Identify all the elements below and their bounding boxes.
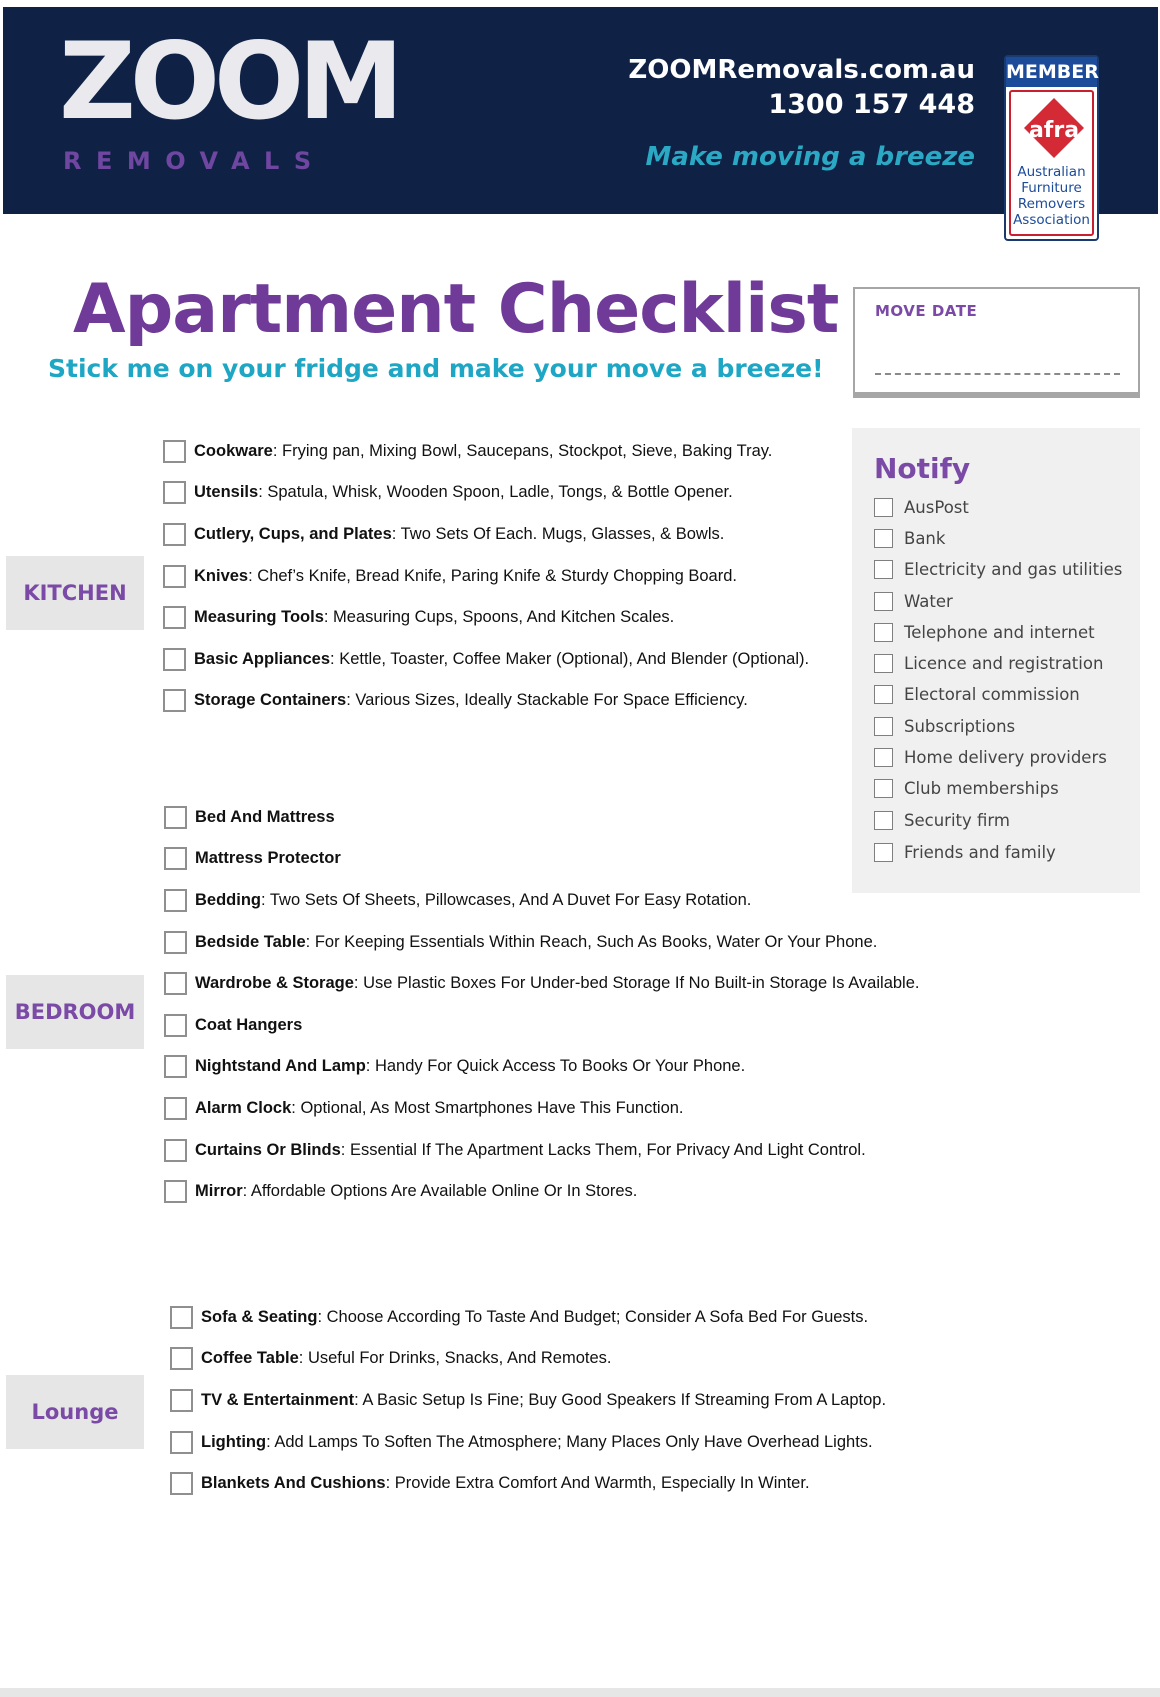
notify-item-label: Security firm — [904, 810, 1010, 830]
item-description: : Essential If The Apartment Lacks Them, For Privacy And Light Control. — [340, 1140, 866, 1159]
item-name: Coat Hangers — [195, 1015, 303, 1034]
checklist-item-text — [195, 891, 751, 910]
notify-panel — [852, 428, 1140, 893]
section-label-bedroom: BEDROOM — [6, 975, 144, 1049]
checkbox[interactable] — [170, 1431, 193, 1454]
notify-item-label: AusPost — [904, 497, 969, 517]
notify-item[interactable] — [874, 589, 953, 613]
zoom-logo: ZOOM — [59, 20, 398, 143]
checklist-item[interactable] — [163, 687, 748, 713]
afra-mark-text: afra — [1028, 118, 1080, 143]
afra-logo-icon — [1022, 96, 1086, 160]
removals-wordmark: REMOVALS — [63, 147, 326, 175]
item-description: : Measuring Cups, Spoons, And Kitchen Scales. — [323, 607, 675, 626]
checkbox[interactable] — [164, 972, 187, 995]
item-description: : Kettle, Toaster, Coffee Maker (Optional), And Blender (Optional). — [330, 649, 810, 668]
notify-item[interactable] — [874, 495, 969, 519]
tagline: Make moving a breeze — [645, 142, 975, 172]
item-description: : Affordable Options Are Available Online Or In Stores. — [242, 1181, 638, 1200]
checklist-item-text — [194, 525, 724, 544]
notify-item[interactable] — [874, 714, 1015, 738]
checkbox[interactable] — [164, 1055, 187, 1078]
checkbox[interactable] — [164, 1097, 187, 1120]
item-description: : Useful For Drinks, Snacks, And Remotes. — [298, 1348, 612, 1367]
checkbox[interactable] — [874, 592, 893, 611]
checklist-item-text — [194, 650, 809, 669]
item-description: : Two Sets Of Each. Mugs, Glasses, & Bowls. — [391, 524, 725, 543]
notify-item-label: Subscriptions — [904, 716, 1016, 736]
checkbox[interactable] — [164, 1139, 187, 1162]
checklist-item[interactable] — [163, 604, 674, 630]
checklist-item-text — [195, 1016, 302, 1035]
item-name: Cutlery, Cups, and Plates — [194, 524, 392, 543]
checklist-item-text — [201, 1308, 868, 1327]
checklist-item-text — [201, 1433, 873, 1452]
phone-number[interactable]: 1300 157 448 — [768, 89, 975, 120]
badge-line: Furniture — [1021, 180, 1082, 196]
checkbox[interactable] — [164, 889, 187, 912]
notify-item[interactable] — [874, 682, 1080, 706]
item-name: Storage Containers — [194, 690, 347, 709]
checkbox[interactable] — [874, 811, 893, 830]
item-description: : Add Lamps To Soften The Atmosphere; Many Places Only Have Overhead Lights. — [266, 1432, 873, 1451]
checklist-item-text — [195, 849, 341, 868]
notify-item[interactable] — [874, 840, 1056, 864]
checklist-item-text — [195, 1057, 745, 1076]
checkbox[interactable] — [163, 648, 186, 671]
member-label: MEMBER — [1006, 57, 1097, 87]
checklist-item-text — [195, 933, 877, 952]
checkbox[interactable] — [163, 523, 186, 546]
afra-member-badge — [1004, 55, 1099, 241]
item-description: : Chef’s Knife, Bread Knife, Paring Knife & Sturdy Chopping Board. — [248, 566, 737, 585]
item-name: Wardrobe & Storage — [195, 973, 354, 992]
checklist-item[interactable] — [163, 479, 733, 505]
checkbox[interactable] — [874, 623, 893, 642]
notify-item-label: Electoral commission — [904, 684, 1080, 704]
checkbox[interactable] — [170, 1306, 193, 1329]
item-description: : Handy For Quick Access To Books Or Your Phone. — [365, 1056, 746, 1075]
checkbox[interactable] — [874, 654, 893, 673]
checkbox[interactable] — [163, 689, 186, 712]
checkbox[interactable] — [170, 1472, 193, 1495]
website-link[interactable]: ZOOMRemovals.com.au — [628, 55, 975, 85]
item-description: : Various Sizes, Ideally Stackable For Space Efficiency. — [346, 690, 748, 709]
notify-item-label: Electricity and gas utilities — [904, 559, 1123, 579]
checkbox[interactable] — [170, 1389, 193, 1412]
item-name: Mattress Protector — [195, 848, 341, 867]
checkbox[interactable] — [163, 481, 186, 504]
checkbox[interactable] — [164, 1014, 187, 1037]
checklist-item[interactable] — [164, 1137, 866, 1163]
notify-item[interactable] — [874, 526, 945, 550]
checkbox[interactable] — [164, 1180, 187, 1203]
item-name: Alarm Clock — [195, 1098, 292, 1117]
item-description: : For Keeping Essentials Within Reach, Such As Books, Water Or Your Phone. — [305, 932, 878, 951]
item-name: Utensils — [194, 482, 259, 501]
item-name: Nightstand And Lamp — [195, 1056, 366, 1075]
notify-item[interactable] — [874, 745, 1107, 769]
badge-line: Removers — [1017, 196, 1086, 212]
checklist-item[interactable] — [170, 1387, 886, 1413]
checklist-item[interactable] — [163, 438, 772, 464]
notify-item[interactable] — [874, 620, 1095, 644]
item-name: TV & Entertainment — [201, 1390, 355, 1409]
page-subtitle: Stick me on your fridge and make your move a breeze! — [48, 354, 824, 383]
checkbox[interactable] — [164, 931, 187, 954]
checklist-item[interactable] — [163, 646, 809, 672]
checklist-item[interactable] — [164, 845, 341, 871]
checklist-item[interactable] — [164, 1095, 684, 1121]
item-name: Measuring Tools — [194, 607, 324, 626]
item-name: Bed And Mattress — [195, 807, 335, 826]
checklist-item-text — [201, 1474, 810, 1493]
item-name: Mirror — [195, 1181, 243, 1200]
item-description: : A Basic Setup Is Fine; Buy Good Speakers If Streaming From A Laptop. — [354, 1390, 887, 1409]
checklist-item-text — [194, 483, 733, 502]
page-bottom-edge — [0, 1688, 1160, 1697]
checkbox[interactable] — [164, 806, 187, 829]
item-name: Blankets And Cushions — [201, 1473, 386, 1492]
notify-item-label: Water — [904, 591, 953, 611]
checkbox[interactable] — [874, 748, 893, 767]
badge-line: Association — [1013, 212, 1090, 228]
checklist-item[interactable] — [164, 1053, 745, 1079]
checklist-item[interactable] — [164, 1012, 302, 1038]
afra-badge-body — [1009, 90, 1094, 236]
item-description: : Frying pan, Mixing Bowl, Saucepans, Stockpot, Sieve, Baking Tray. — [272, 441, 773, 460]
checkbox[interactable] — [874, 779, 893, 798]
item-description: : Choose According To Taste And Budget; Consider A Sofa Bed For Guests. — [317, 1307, 869, 1326]
checklist-item-text — [194, 691, 748, 710]
item-name: Bedding — [195, 890, 261, 909]
notify-item-label: Bank — [904, 528, 946, 548]
notify-item-label: Club memberships — [904, 778, 1059, 798]
checkbox[interactable] — [170, 1347, 193, 1370]
checklist-item-text — [201, 1349, 612, 1368]
move-date-label: MOVE DATE — [875, 302, 978, 320]
checkbox[interactable] — [874, 529, 893, 548]
item-name: Cookware — [194, 441, 273, 460]
checklist-item[interactable] — [164, 970, 919, 996]
checklist-item[interactable] — [164, 929, 877, 955]
checklist-item[interactable] — [170, 1470, 810, 1496]
item-description: : Optional, As Most Smartphones Have This Function. — [291, 1098, 684, 1117]
item-name: Coffee Table — [201, 1348, 299, 1367]
notify-item-label: Friends and family — [904, 842, 1056, 862]
item-description: : Two Sets Of Sheets, Pillowcases, And A Duvet For Easy Rotation. — [261, 890, 752, 909]
checklist-item-text — [201, 1391, 886, 1410]
checklist-item-text — [195, 1099, 684, 1118]
checklist-item-text — [195, 1182, 637, 1201]
checklist-item-text — [194, 608, 674, 627]
checklist-item[interactable] — [164, 804, 335, 830]
checklist-item[interactable] — [164, 887, 751, 913]
checklist-item-text — [194, 442, 772, 461]
checklist-item[interactable] — [170, 1345, 612, 1371]
checklist-item[interactable] — [163, 563, 737, 589]
checkbox[interactable] — [164, 847, 187, 870]
notify-item-label: Telephone and internet — [904, 622, 1095, 642]
checkbox[interactable] — [163, 606, 186, 629]
item-name: Bedside Table — [195, 932, 306, 951]
badge-line: Australian — [1017, 164, 1086, 180]
checklist-item[interactable] — [170, 1304, 868, 1330]
item-name: Knives — [194, 566, 249, 585]
notify-item[interactable] — [874, 557, 1122, 581]
checklist-item-text — [195, 808, 335, 827]
item-description: : Spatula, Whisk, Wooden Spoon, Ladle, Tongs, & Bottle Opener. — [258, 482, 733, 501]
checkbox[interactable] — [874, 685, 893, 704]
section-label-lounge: Lounge — [6, 1375, 144, 1449]
move-date-field[interactable] — [875, 373, 1120, 375]
notify-item-label: Home delivery providers — [904, 747, 1107, 767]
checklist-item-text — [195, 974, 919, 993]
section-label-kitchen: KITCHEN — [6, 556, 144, 630]
notify-title: Notify — [874, 452, 971, 485]
checkbox[interactable] — [163, 440, 186, 463]
checklist-item[interactable] — [163, 521, 724, 547]
page-title: Apartment Checklist — [73, 270, 839, 349]
checkbox[interactable] — [874, 843, 893, 862]
item-description: : Use Plastic Boxes For Under-bed Storage If No Built-in Storage Is Available. — [353, 973, 920, 992]
item-name: Basic Appliances — [194, 649, 331, 668]
checklist-item-text — [195, 1141, 866, 1160]
notify-item[interactable] — [874, 651, 1103, 675]
notify-item[interactable] — [874, 776, 1059, 800]
checklist-item[interactable] — [170, 1429, 873, 1455]
checklist-item-text — [194, 567, 737, 586]
checkbox[interactable] — [874, 560, 893, 579]
notify-item[interactable] — [874, 808, 1010, 832]
checkbox[interactable] — [874, 498, 893, 517]
afra-association-name — [1011, 164, 1092, 228]
item-description: : Provide Extra Comfort And Warmth, Especially In Winter. — [385, 1473, 810, 1492]
checkbox[interactable] — [874, 717, 893, 736]
header-banner — [3, 7, 1158, 214]
move-date-box — [853, 287, 1140, 398]
checkbox[interactable] — [163, 565, 186, 588]
item-name: Curtains Or Blinds — [195, 1140, 341, 1159]
item-name: Sofa & Seating — [201, 1307, 318, 1326]
notify-item-label: Licence and registration — [904, 653, 1104, 673]
item-name: Lighting — [201, 1432, 267, 1451]
checklist-item[interactable] — [164, 1178, 637, 1204]
